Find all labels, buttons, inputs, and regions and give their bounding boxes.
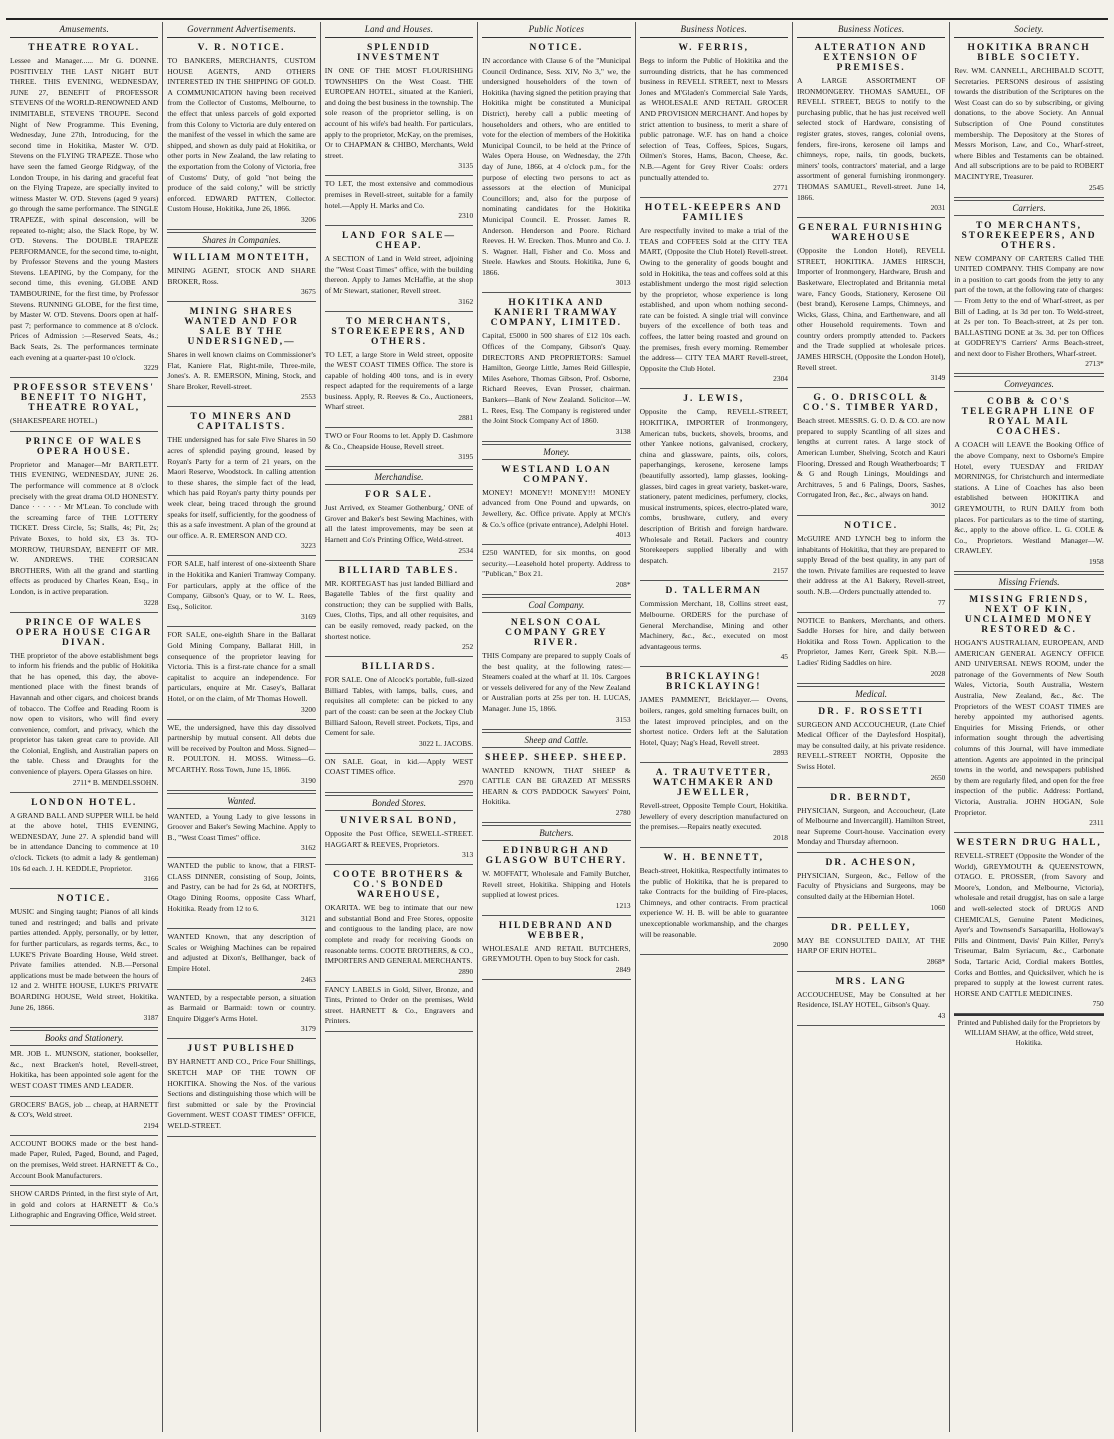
advertisement [797,516,945,613]
ad-title: DR. ACHESON, [825,857,917,868]
ad-reference-number: 3187 [143,1013,159,1023]
ad-title: BRICKLAYING! BRICKLAYING! [666,672,762,693]
top-rule [6,18,1108,20]
ad-title: SHEEP. SHEEP. SHEEP. [485,752,628,763]
ad-body: REVELL-STREET (Opposite the Wonder of the World), GREYMOUTH & QUEENSTOWN, OTAGO. E. PROSSER, (from Savory and Moore's, London, and Melbourne, Victoria), wholesale and retail druggist, has on sale a large and well-selected stock of DRUGS AND CHEMICALS, Genuine Patent Medicines, Ayer's and Townsend's Sarsaparilla, Holloway's Pills and Ointment, Davis' Pain Killer, Perry's Triseumar, Balm Syriacum, &c., Carbonate Soda, Tartaric Acid, Cordial makers Bottles, Corks and Bottles, and Quicksilver, which he is prepared to supply at the lowest current rates. HORSE AND CATTLE MEDICINES. [954,851,1104,998]
advertisement [10,378,158,432]
section-heading: Wanted. [167,793,315,809]
ad-body: WANTED the public to know, that a FIRST-CLASS DINNER, consisting of Soup, Joints, and Pastry, can be had for 2s 6d, at NORTH'S, Otago Dining Rooms, opposite Cass Wharf, Hokitika. Ready from 12 to 6. [167,861,316,913]
ad-title: MISSING FRIENDS, NEXT OF KIN, UNCLAIMED MONEY RESTORED &C. [964,595,1094,635]
ad-body: Commission Merchant, 18, Collins street east, Melbourne. ORDERS for the purchase of General Merchandise, Mining and other Machinery, &c., &c., executed on most advantageous terms. [639,599,788,651]
advertisement [10,889,158,1028]
section-heading: Missing Friends. [954,574,1103,590]
ad-title: HOTEL-KEEPERS AND FAMILIES [644,203,783,224]
ad-reference-number: 3228 [143,597,159,607]
ad-body: IN accordance with Clause 6 of the "Municipal Council Ordinance, Sess. XIV, No 3," we, the undersigned householders of the town of Hokitika (having signed the petition praying that Hokitika might be constituted a Municipal District), hereby call a public meeting of householders and others, who are entitled to vote for the election of members of the Hokitika Municipal Council, to be held at the Prince of Wales Opera House, on Wednesday, the 27th day of June, 1866, at 4 o'clock p.m., for the purpose of electing two persons to act as assessors at the election of Municipal Councillors; and, also for the purpose of nominating candidates for the Hokitika Municipal Council. E. Prosser. James R. Anderson. Henderson and Poore. Richard Reeves. H. W. Erecken. Thos. Munro and Co. J. S. Wagner. Hall, Fisher and Co. Moss and Steele. Hawkes and Stouts. Hokitika, June 6, 1866. [482,56,631,277]
ad-body: SURGEON AND ACCOUCHEUR, (Late Chief Medical Officer of the Daylesford Hospital), may be consulted daily, at his private residence. REVELL-STREET NORTH, Opposite the Swiss Hotel. [796,719,946,771]
ad-reference-number: 3229 [143,363,159,373]
ad-body: Just Arrived, ex Steamer Gothenburg,' ONE of Grover and Baker's best Sewing Machines, with all the latest improvements, may be seen at Harnett and Co's Printing Office, Weld-street. [324,503,474,545]
advertisement [167,627,315,719]
column [163,22,320,1432]
ad-body: GROCERS' BAGS, job ... cheap, at HARNETT & CO's, Weld street. [10,1099,159,1120]
ad-reference-number: 3169 [301,612,316,622]
advertisement [482,613,630,730]
advertisement [797,853,945,918]
advertisement [797,788,945,853]
advertisement [10,432,158,613]
advertisement [482,293,630,441]
ad-body: NEW COMPANY OF CARTERS Called THE UNITED COMPANY. THIS Company are now in a position to cart goods from the jetty to any part of the town, at the following rate of charges:— From Jetty to the end of Wharf-street, as per Bill of Lading, at 1s 3d per ton. To Weld-street, at 2s per ton. To Beach-street, at 2s per ton. BALLASTING DONE at 3s. 3d. per ton Offices at GODFREY'S Carriers' Arms Beach-street, and next door to Fisher Brothers, Wharf-street. [954,253,1104,358]
ad-body: WHOLESALE AND RETAIL BUTCHERS, GREYMOUTH. Open to buy Stock for cash. [482,943,631,964]
ad-reference-number: 2970 [458,777,474,787]
advertisement [954,38,1103,198]
ad-body: Beach street. MESSRS. G. O. D. & CO. are now prepared to supply Scantling of all sizes and lengths at current rates. A large stock of American Lumber, Shelving, Scotch and Kauri Flooring, Dressed and Rough Weatherboards; T & G and Rough Linings, Mouldings and Architraves, 5 and 6 Palings, Doors, Sashes, Corrugated Iron, &c., &c., always on hand. [796,416,946,500]
ad-body: W. MOFFATT, Wholesale and Family Butcher, Revell street, Hokitika. Shipping and Hotels supplied at lowest prices. [482,868,631,900]
advertisement [640,763,788,848]
ad-body: Rev. WM. CANNELL, ARCHIBALD SCOTT, Secretaries. PERSONS desirous of assisting towards the distribution of the Scriptures on the West Coast can do so by subscribing, or giving donations, to the above Society. An Annual Subscription of One Pound constitutes membership. The Depository at the Stores of Messrs Morison, Law, and Co., Wharf-street, where Bibles and Testaments can be obtained. And all subscriptions are to be paid to ROBERT MACINTYRE, Treasurer. [954,66,1104,181]
advertisement [482,38,630,293]
column-header: Society. [954,22,1103,38]
ad-reference-number: 2868* [926,956,946,966]
ad-reference-number: 4013 [615,530,631,540]
advertisement [325,485,473,560]
ad-reference-number: 3138 [615,426,631,436]
ad-title: TO MERCHANTS, STOREKEEPERS, AND OTHERS. [331,316,467,347]
ad-body: A SECTION of Land in Weld street, adjoining the "West Coast Times" office, with the building thereon. Apply to James McHaffie, at the shop of Mr Stewart, stationer, Revell street. [324,254,474,295]
ad-body: Capital, £5000 in 500 shares of £12 10s each. Offices of the Company, Gibson's Quay. DIRECTORS AND PROPRIETORS: Samuel Hamilton, George Little, James Reid Gillespie, Miles Asehore, Thomas Gibson, Prof. Osborne, Richard Reeves, Evan Prosser, chairman. Bankers—Bank of New Zealand. Solicitor—W. L. Rees, Esq. The Company is registered under the Joint Stock Company Act of 1860. [482,331,631,426]
advertisement [797,218,945,388]
ad-body: Are respectfully invited to make a trial of the TEAS and COFFEES Sold at the CITY TEA MART, (Opposite the Club Hotel) Revell-street. Owing to the generality of goods bought and sold in Hokitika, the teas and coffees sold at this establishment undergo the most rigid selection by the proprietor, whose experience is long established, and upon whom nothing second-rate can be foisted. A single trial will convince buyers of the excellence of both teas and coffees, the latter being roasted and ground on the premises, fresh every morning. Remember the address— CITY TEA MART Revell-street, Opposite the Club Hotel. [639,226,788,373]
ad-title: PROFESSOR STEVENS' BENEFIT TO NIGHT, THEATRE ROYAL, [13,383,155,414]
ad-title: NOTICE. [844,521,899,531]
ad-body: TO LET, a large Store in Weld street, opposite the WEST COAST TIMES Office. The store is capable of holding 400 tons, and is in every respect adapted for the requirements of a large business. Apply, R. Reeves & Co., Auctioneers, Wharf street. [324,349,474,412]
ad-body: TO LET, the most extensive and commodious premises in Revell-street, suitable for a family hotel.—Apply H. Marks and Co. [324,179,474,210]
ad-reference-number: 3166 [143,874,159,884]
advertisement [325,176,473,226]
advertisement [797,388,945,516]
ad-body: MAY BE CONSULTED DAILY, AT THE HARP OF ERIN HOTEL. [796,935,946,956]
section-heading: Coal Company. [482,597,630,613]
advertisement [167,38,315,230]
ad-reference-number: 3149 [930,373,946,383]
ad-title: PRINCE OF WALES OPERA HOUSE. [25,436,143,457]
ad-reference-number: 2157 [773,566,788,576]
advertisement [640,848,788,955]
ad-reference-number: 2893 [773,748,788,758]
section-heading: Merchandise. [325,469,473,485]
ad-body: PHYSICIAN, Surgeon, and Accoucheur, (Late of Melbourne and Invercargill). Hamilton Street, near Supreme Court-house. Vaccination every Monday and Thursday afternoon. [796,805,946,847]
ad-reference-number: 3162 [458,296,474,306]
ad-reference-number: 2310 [458,211,474,221]
ad-title: WESTLAND LOAN COMPANY. [501,464,612,485]
advertisement [482,545,630,595]
ad-reference-number: 2304 [773,374,788,384]
ad-body: WANTED, a Young Lady to give lessons in Groover and Baker's Sewing Machine. Apply to B., "West Coast Times" office. [167,811,316,842]
ad-body: FOR SALE, half interest of one-sixteenth Share in the Hokitika and Kanieri Tramway Company. For particulars, apply at the office of the Company, Gibson's Quay, or to W. L. Rees, Esq., Solicitor. [167,559,316,611]
advertisement [954,216,1103,375]
advertisement [167,248,315,302]
ad-body: BY HARNETT AND CO., Price Four Shillings, SKETCH MAP OF THE TOWN OF HOKITIKA. Showing the Nos. of the various Sections and distinguishing those which will be first submitted or sale by the Provincial Government. WEST COAST TIMES" OFFICE, WELD-STREET. [167,1057,316,1130]
ad-body: Shares in well known claims on Commissioner's Flat, Kaniere Flat, Right-mile, Three-mile, Jones's. A. R. EMERSON, Mining, Stock, and Share Broker, Revell-street. [167,350,316,391]
advertisement [167,302,315,407]
advertisement [167,929,315,989]
column [793,22,950,1432]
ad-body: FOR SALE, one-eighth Share in the Ballarat Gold Mining Company, Ballarat Hill, in consequence of the proprietor leaving for Victoria. This is a first-rate chance for a small capitalist to acquire an independence. For particulars, enquire at Mr. Casey's, Ballarat Hotel, or on the claim, of Mr Thomas Howell. [167,630,316,703]
ad-reference-number: 2018 [773,833,788,843]
ad-body: MR. JOB L. MUNSON, stationer, bookseller, &c., next Bracken's hotel, Revell-street, Hokitika, has been appointed sole agent for the WEST COAST TIMES AND LEADER. [10,1049,159,1090]
section-heading: Butchers. [482,825,630,841]
ad-reference-number: 3190 [301,775,316,785]
ad-body: (Opposite the London Hotel), REVELL STREET, HOKITIKA. JAMES HIRSCH, Importer of Ironmongery, Hardware, Brush and Basketware, Electroplated and Britannia metal ware, Fancy Goods, Stationery, Kerosene Oil (best brand), Kerosene Lamps, Chimneys, and Wicks, Glass, China, and Earthenware, and all other Household requirements. Town and country orders promptly attended to. Packers and the Trade supplied at wholesale prices. JAMES HIRSCH, (Opposite the London Hotel), Revell street. [796,246,946,372]
advertisement [167,990,315,1040]
ad-title: D. TALLERMAN [665,586,762,597]
ad-reference-number: 2311 [1089,818,1104,828]
ad-reference-number: 2780 [615,807,631,817]
ad-reference-number: 2881 [458,413,474,423]
ad-title: W. FERRIS, [678,43,750,53]
advertisement [325,428,473,467]
ad-body: WANTED KNOWN, THAT SHEEP & CATTLE CAN BE GRAZED AT MESSRS HEARN & CO'S PADDOCK Sawyers' Point, Hokitika. [482,765,631,807]
ad-reference-number: 3223 [301,541,316,551]
ad-reference-number: 750 [1092,999,1104,1009]
ad-title: WILLIAM MONTEITH, [172,252,311,263]
ad-reference-number: 313 [462,850,474,860]
ad-reference-number: 2545 [1088,182,1104,192]
advertisement [797,918,945,972]
ad-reference-number: 2463 [301,974,316,984]
section-heading: Conveyances. [954,376,1103,392]
ad-body: NOTICE to Bankers, Merchants, and others. Saddle Horses for hire, and daily between Hokitika and Ross Town. Application to the Proprietor, James Kerr, Greek Spit. N.B.—Ladies' Riding Saddles on hire. [796,615,946,667]
column [478,22,635,1432]
ad-reference-number: 2650 [930,772,946,782]
ad-reference-number: 2711* B. MENDELSSOHN. [72,777,159,787]
column-header: Business Notices. [640,22,788,38]
column-header: Amusements. [10,22,158,38]
ad-title: SPLENDID INVESTMENT [357,43,441,63]
ad-title: NOTICE. [57,894,112,905]
advertisement [954,590,1103,833]
advertisement [325,38,473,176]
advertisement [954,392,1103,572]
advertisement [325,657,473,754]
column [6,22,163,1432]
advertisement [10,1186,158,1226]
ad-title: EDINBURGH AND GLASGOW BUTCHERY. [485,845,628,866]
ad-title: NOTICE. [529,43,584,53]
advertisement [325,865,473,982]
ad-reference-number: 3675 [301,287,316,297]
ad-reference-number: 3135 [458,161,474,171]
ad-body: SHOW CARDS Printed, in the first style of Art, in gold and colors at HARNETT & Co.'s Lithographic and Engraving Office, Weld street. [10,1189,159,1220]
advertisement [325,312,473,429]
ad-body: ON SALE. Goat, in kid.—Apply WEST COAST TIMES office. [324,756,474,777]
ad-reference-number: 43 [937,1011,946,1021]
ad-body: McGUIRE AND LYNCH beg to inform the inhabitants of Hokitika, that they are prepared to supply Bread of the best quality, in any part of the town. Private families are requested to leave their address at the A1 Bakery, Revell-street, south. N.B.—Orders punctually attended to. [796,534,946,596]
ad-body: A COACH will LEAVE the Booking Office of the above Company, next to Osborne's Empire Hotel, every TUESDAY and FRIDAY MORNINGS, for Christchurch and intermediate stations. A Line of Coaches has also been established between HOKITIKA and GREYMOUTH, to RUN DAILY from both places. For particulars as to the time of starting, &c., apply to the above office. L. G. COLE & Co., Proprietors. Westland Manager—W. CRAWLEY. [954,440,1104,556]
ad-body: WANTED, by a respectable person, a situation as Barmaid or Barmaid: town or country. Enquire Digger's Arms Hotel. [167,992,316,1023]
ad-title: J. LEWIS, [683,394,745,405]
ad-title: THEATRE ROYAL. [28,43,141,53]
column [950,22,1107,1432]
ad-body: MINING AGENT, STOCK AND SHARE BROKER, Ross. [167,265,316,286]
ad-body: THIS Company are prepared to supply Coals of the best quality, at the following rates:— Steamers coaled at the wharf at 1l. 10s. Cargoes or vessels delivered for any of the New Zealand or Australian ports at 25s per ton. H. LUCAS, Manager. June 15, 1866. [482,650,631,713]
ad-body: HOGAN'S AUSTRALIAN, EUROPEAN, AND AMERICAN GENERAL AGENCY OFFICE AND UNIVERSAL NEWS ROOM, under the patronage of the Governments of New South Wales, Victoria, South Australia, Western Australia, New Zealand, &c., &c. The Proprietors of the WEST COAST TIMES are hereby appointed my authorised agents. Enquiries for Missing Friends, or other information sought through the advertising columns of this Journal, will have immediate attention. Agents are appointed in the principal towns in the world, and newspapers published by them are regularly filed, and open for the free inspection of the public. Address: Portland, Victoria, Australia. JOHN HOGAN, Sole Proprietor. [954,638,1104,817]
ad-reference-number: 2534 [458,545,474,555]
section-heading: Carriers. [954,200,1103,216]
ad-reference-number: 2553 [301,392,316,402]
ad-body: Opposite the Camp, REVELL-STREET, HOKITIKA, IMPORTER of Ironmongery, American tubs, buckets, shovels, brooms, and other Yankee notions, galvanised, crockery, china and glassware, paints, oils, colors, paperhangings, kerosene, kerosene lamps (beautifully assorted), lamp glasses, looking-glasses, bird cages in great variety, basket-ware, stationery, patent medicines, perfumery, clocks, musical instruments, spices, electro-plated ware, combs, brushware, cutlery, and every description of British and foreign hardware. Wholesale and Retail. Packers and country Storekeepers supplied liberally and with despatch. [639,407,788,565]
advertisement [10,1136,158,1186]
ad-body: MUSIC and Singing taught; Pianos of all kinds tuned and restringed; and balls and private parties attended. Apply, personally, or by letter, for further particulars, as regards terms, &c., to LUKE'S Private Boarding House, Weld street. Private families attended. N.B.—Personal applications must be made between the hours of 12 and 2. WHITE HOUSE, LUKE'S PRIVATE BOARDING HOUSE, Weld street, Hokitika. June 26, 1866. [10,907,159,1012]
section-heading: Sheep and Cattle. [482,732,630,748]
advertisement [797,972,945,1026]
ad-title: BILLIARDS. [361,662,437,673]
ad-title: BILLIARD TABLES. [338,565,460,576]
ad-body: MR. KORTEGAST has just landed Billiard and Bagatelle Tables of the first quality and construction; they can be supplied with Balls, Cues, Cloths, Tips, and all other requisites, and can be easily removed, ready packed, on the shortest notice. [324,578,474,641]
ad-reference-number: 3195 [458,452,474,462]
ad-reference-number: 3206 [301,214,316,224]
ad-reference-number: 3153 [615,714,631,724]
advertisement [167,1039,315,1136]
ad-body: £250 WANTED, for six months, on good security.—Leasehold hotel property. Address to "Publican," Box 21. [482,548,631,579]
ad-title: COOTE BROTHERS & CO.'S BONDED WAREHOUSE, [333,870,465,901]
advertisement [325,754,473,793]
advertisement [797,702,945,788]
ad-title: FOR SALE. [365,490,433,501]
ad-title: MINING SHARES WANTED AND FOR SALE BY THE UNDERSIGNED,— [184,307,299,348]
ad-reference-number: 1213 [615,900,631,910]
ad-body: THE undersigned has for sale Five Shares in 50 acres of splendid paying ground, leased by Royan's Party for a term of 21 years, on the Maori Reserve, Woodstock. In calling attention to these shares, the simple fact of the lead, which has paid Royan's party thirty pounds per week clear, being traced through the ground speaks for itself, sufficiently, for the goodness of this as a safe investment. A plan of the ground at our office. A. R. EMERSON AND CO. [167,435,316,540]
ad-reference-number: 2028 [930,668,946,678]
advertisement-columns [6,22,1108,1432]
ad-title: MRS. LANG [835,976,907,987]
advertisement [482,748,630,823]
ad-body: ACCOUCHEUSE, May be Consulted at her Residence, ISLAY HOTEL, Gibson's Quay. [796,989,946,1010]
section-heading: Bonded Stores. [325,795,473,811]
ad-body: Lessee and Manager...... Mr G. DONNE. POSITIVELY THE LAST NIGHT BUT THREE. THIS EVENING, WEDNESDAY, JUNE 27, BENEFIT of PROFESSOR STEVENS Of the WORLD-RENOWNED AND INIMITABLE, STEVENS TROUPE. Second Night of New Programme. This Evening, Wednesday, June 27th, Introducing, for the second time in Hokitika, Master W. O'D. Stevens on the FLYING TRAPEZE. Those who have seen the famed George Ridgway, of the London Troupe, in his daring and graceful feat on the Flying Trapeze, are specially invited to witness Master W. O'D. Stevens (aged 9 years) go through the same performance. The SINGLE TRAPEZE, with spinal descension, will be repeated to-night; also, the Slack Rope, by W. O'D. Stevens. The DOUBLE TRAPEZE PERFORMANCE, for the second time, to-night, by Professor Stevens and the young Masters Stevens. LEAPING, by the Company, for the second time, this evening. GLOBE AND TAMBOURINE, for the first time, by Professor Stevens. RUNNING GLOBE, for the first time, by Master W. O'D. Stevens. Doors open at half-past 7; performance to commence at 8 o'clock. Prices of Admission :—Reserved Seats, 4s.; Back Seats, 2s. The performances terminate each evening at a quarter-past 10 o'clock. [10,56,159,362]
ad-body: OKARITA. WE beg to intimate that our new and substantial Bond and Free Stores, opposite and contiguous to the landing place, are now complete and ready for receiving Goods on reasonable terms. COOTE BROTHERS, & CO., IMPORTERS AND GENERAL MERCHANTS. [324,903,474,966]
ad-reference-number: 3022 L. JACOBS. [418,738,474,748]
advertisement [640,198,788,389]
ad-body: FOR SALE. One of Alcock's portable, full-sized Billiard Tables, with lamps, balls, cues, and requisites all complete: can be picked to any part of the coast: can be seen at the Jockey Club Billiard Saloon, Revell street. Pockets, Tips, and Cement for sale. [324,675,474,738]
advertisement [640,581,788,667]
advertisement [10,613,158,793]
ad-reference-number: 1060 [930,902,946,912]
ad-title: COBB & CO'S TELEGRAPH LINE OF ROYAL MAIL COACHES. [961,397,1097,438]
ad-reference-number: 2713* [1085,359,1104,369]
ad-title: G. O. DRISCOLL & CO.'S. TIMBER YARD, [802,393,940,414]
ad-reference-number: 45 [780,652,788,662]
ad-title: DR. BERNDT, [830,792,913,803]
ad-body: A GRAND BALL AND SUPPER WILL be held at the above hotel, THIS EVENING, WEDNESDAY, June 27. A splendid band will be in attendance Dancing to commence at 10 o'clock. Tickets (to admit a lady & gentleman) 10s 6d each. J. H. KEDDLE, Proprietor. [10,810,159,873]
ad-reference-number: 77 [937,597,946,607]
advertisement [797,613,945,684]
column-header: Land and Houses. [325,22,473,38]
section-heading: Money. [482,444,630,460]
ad-body: TO BANKERS, MERCHANTS, CUSTOM HOUSE AGENTS, AND OTHERS INTERESTED IN THE SHIPPING OF GOLD. A COMMUNICATION having been received from the Collector of Customs, Melbourne, to the effect that unless parcels of gold exported from this Colony to Victoria are duly entered on the manifest of the vessel in which the same are shipped, and shown as duly paid at Hokitika, or other ports in New Zealand, the law relating to the exportation from the Colony of Victoria, free of Customs' Duty, of gold "not being the produce of the said colony," will be strictly enforced. EDWARD PATTEN, Collector. Custom House, Hokitika, June 26, 1866. [167,56,316,214]
section-heading: Shares in Companies. [167,232,315,248]
column-header: Government Advertisements. [167,22,315,38]
printer-imprint: Printed and Published daily for the Proprietors by WILLIAM SHAW, at the office, Weld street, Hokitika. [954,1014,1103,1048]
ad-reference-number: 2771 [773,183,788,193]
ad-title: JUST PUBLISHED [187,1044,296,1055]
ad-reference-number: 3162 [301,843,316,853]
column [321,22,478,1432]
column [636,22,793,1432]
ad-body: ACCOUNT BOOKS made or the best hand-made Paper, Ruled, Paged, Bound, and Paged, on the premises, Weld street. HARNETT & Co., Account Book Manufacturers. [10,1138,159,1180]
ad-title: HILDEBRAND AND WEBBER, [498,920,614,941]
advertisement [10,1046,158,1096]
advertisement [325,982,473,1032]
ad-body: PHYSICIAN, Surgeon, &c., Fellow of the Faculty of Physicians and Surgeons, may be consulted daily at the Hibernian Hotel. [796,870,946,902]
advertisement [167,720,315,791]
advertisement [640,389,788,581]
ad-reference-number: 2849 [615,964,631,974]
ad-body: IN ONE OF THE MOST FLOURISHING TOWNSHIPS On the West Coast. THE EUROPEAN HOTEL, situated at the Kanieri, and doing the best business in the township. The sole reason of the proprietor selling, is on account of his wife's bad health. For particulars, apply to the proprietor, McKay, on the premises, Or to CHAPMAN & CHIBO, Merchants, Weld street. [324,66,474,160]
advertisement [325,226,473,311]
ad-title: V. R. NOTICE. [197,43,286,53]
ad-title: LONDON HOTEL. [31,797,138,808]
ad-body: FANCY LABELS in Gold, Silver, Bronze, and Tints, Printed to Order on the premises, Weld street. HARNETT & Co., Engravers and Printers. [324,984,474,1026]
ad-title: HOKITIKA AND KANIERI TRAMWAY COMPANY, LIMITED. [490,298,623,329]
advertisement [954,833,1103,1014]
advertisement [167,407,315,556]
ad-body: Revell-street, Opposite Temple Court, Hokitika. Jewellery of every description manufactured on the premises.—Repairs neatly executed. [639,801,788,832]
ad-reference-number: 3012 [930,501,946,510]
ad-reference-number: 2031 [930,203,946,213]
ad-body: JAMES PAMMENT, Bricklayer.— Ovens, boilers, ranges, gold smelting furnaces built, on the latest improved principles, and on the shortest notice. Orders left at the Salutation Hotel, Quay; Nag's Head, Revell street. [639,695,788,747]
ad-reference-number: 208* [615,579,631,589]
ad-title: HOKITIKA BRANCH BIBLE SOCIETY. [967,43,1091,63]
ad-title: GENERAL FURNISHING WAREHOUSE [798,223,944,244]
advertisement [797,38,945,218]
section-heading: Books and Stationery. [10,1030,158,1046]
ad-body: Proprietor and Manager—Mr BARTLETT. THIS EVENING, WEDNESDAY, JUNE 26. The performance will commence at 8 o'clock precisely with the great drama OLD HONESTY. Dance · · · · · · Mr M'Lean. To conclude with the screaming farce of THE LOTTERY TICKET. Dress Circle, 5s; Stalls, 4s; Pit, 2s; Private Boxes, to hold six, £3 3s. TO-MORROW, THURSDAY, BENEFIT OF MR. W. ANDREWS. THE CORSICAN BROTHERS, With all the grand and startling effects as produced by Charles Kean, Esq., in London, is in active preparation. [10,459,159,596]
advertisement [325,811,473,865]
ad-body: Beach-street, Hokitika, Respectfully intimates to the public of Hokitika, that he is prepared to take Contracts for the building of Fire-places, Chimneys, and other contracts. From practical experience W. H. B. will be able to guarantee unexceptionable workmanship, and the charges will be reasonable. [639,866,788,939]
ad-reference-number: 252 [462,642,474,652]
ad-title: UNIVERSAL BOND, [340,815,458,826]
ad-reference-number: 2890 [458,966,474,976]
advertisement [10,38,158,378]
advertisement [10,793,158,890]
ad-title: NELSON COAL COMPANY GREY RIVER. [505,617,608,648]
ad-reference-number: 1958 [1088,557,1104,566]
ad-reference-number: 3013 [615,278,631,288]
advertisement [482,460,630,545]
ad-body: THE proprietor of the above establishment begs to inform his friends and the public of Hokitika that he has opened, this day, the above-mentioned place with the finest brands of Havannah and other cigars, and choicest brands of tobacco. The Coffee and Reading Room is now open to visitors, who will find every convenience, comfort, and privacy, which the proprietor has taken great care to provide. All the Colonial, English, and Australian papers on the table. Chess and Draughts for the convenience of players. Opera Glasses on hire. [10,650,159,777]
ad-title: DR. F. ROSSETTI [818,706,924,717]
ad-reference-number: 3179 [301,1024,316,1034]
ad-title: TO MINERS AND CAPITALISTS. [190,412,293,433]
ad-title: PRINCE OF WALES OPERA HOUSE CIGAR DIVAN. [15,617,153,648]
ad-title: DR. PELLEY, [831,922,912,933]
ad-reference-number: 2194 [143,1120,159,1130]
ad-title: TO MERCHANTS, STOREKEEPERS, AND OTHERS. [961,220,1097,251]
column-header: Business Notices. [797,22,945,38]
ad-body: TWO or Four Rooms to let. Apply D. Cashmore & Co., Cheapside House, Revell street. [324,431,474,451]
ad-reference-number: 3200 [301,704,316,714]
ad-title: WESTERN DRUG HALL, [956,838,1102,849]
advertisement [482,841,630,916]
ad-body: Begs to inform the Public of Hokitika and the surrounding districts, that he has commenced business in REVELL STREET, next to Messrs Jones and M'Gladen's Commercial Sale Yards, as WHOLESALE AND RETAIL GROCER AND PROVISION MERCHANT. And hopes by strict attention to business, to merit a share of public patronage. W.F. has on hand a choice selection of Teas, Coffees, Spices, Sugars, Oilmen's Stores, Hams, Bacon, Cheese, &c. N.B.—Agent for Grey River Coals: orders punctually attended to. [639,56,788,182]
ad-reference-number: 3121 [301,914,316,924]
ad-title: A. TRAUTVETTER, WATCHMAKER AND JEWELLER, [652,768,775,799]
advertisement [640,38,788,198]
ad-title: ALTERATION AND EXTENSION OF PREMISES. [814,43,928,73]
advertisement [482,916,630,980]
advertisement [167,556,315,627]
advertisement [640,667,788,763]
ad-body: WANTED Known, that any description of Scales or Weighing Machines can be repaired and adjusted at Dixon's, Bellhanger, back of Empire Hotel. [167,932,316,974]
advertisement [167,809,315,859]
ad-body: Opposite the Post Office, SEWELL-STREET. HAGGART & REEVES, Proprietors. [324,828,474,849]
ad-body: (SHAKESPEARE HOTEL.) [10,416,98,426]
advertisement [10,1097,158,1136]
section-heading: Medical. [797,686,945,702]
advertisement [167,858,315,929]
ad-title: W. H. BENNETT, [663,853,765,864]
advertisement [325,561,473,658]
ad-title: LAND FOR SALE—CHEAP. [341,231,456,252]
ad-reference-number: 2090 [773,940,788,950]
ad-body: MONEY! MONEY!! MONEY!!! MONEY advanced from One Pound and upwards, on Jewellery, &c. Office private. Apply at M'Ch's & Co.'s office (private entrance), Adelphi Hotel. [482,487,631,529]
column-header: Public Notices [482,22,630,38]
ad-body: A LARGE ASSORTMENT OF IRONMONGERY. THOMAS SAMUEL, OF REVELL STREET, BEGS to notify to the purchasing public, that he has just received well selected stock of Hardware, consisting of register grates, stoves, ranges, colonial ovens, fenders, fire-irons, kerosene oil lamps and chimneys, rope, nails, tin goods, buckets, miners' tools, contractors' material, and a large assortment of general furnishing ironmongery. THOMAS SAMUEL, Revell-street. June 14, 1866. [796,76,946,202]
ad-body: WE, the undersigned, have this day dissolved partnership by mutual consent. All debts due will be received by Poulton and Moss. Signed—R. POULTON. H. MOSS. Witness—G. M'CARTHY. Ross Town, June 15, 1866. [167,722,316,774]
